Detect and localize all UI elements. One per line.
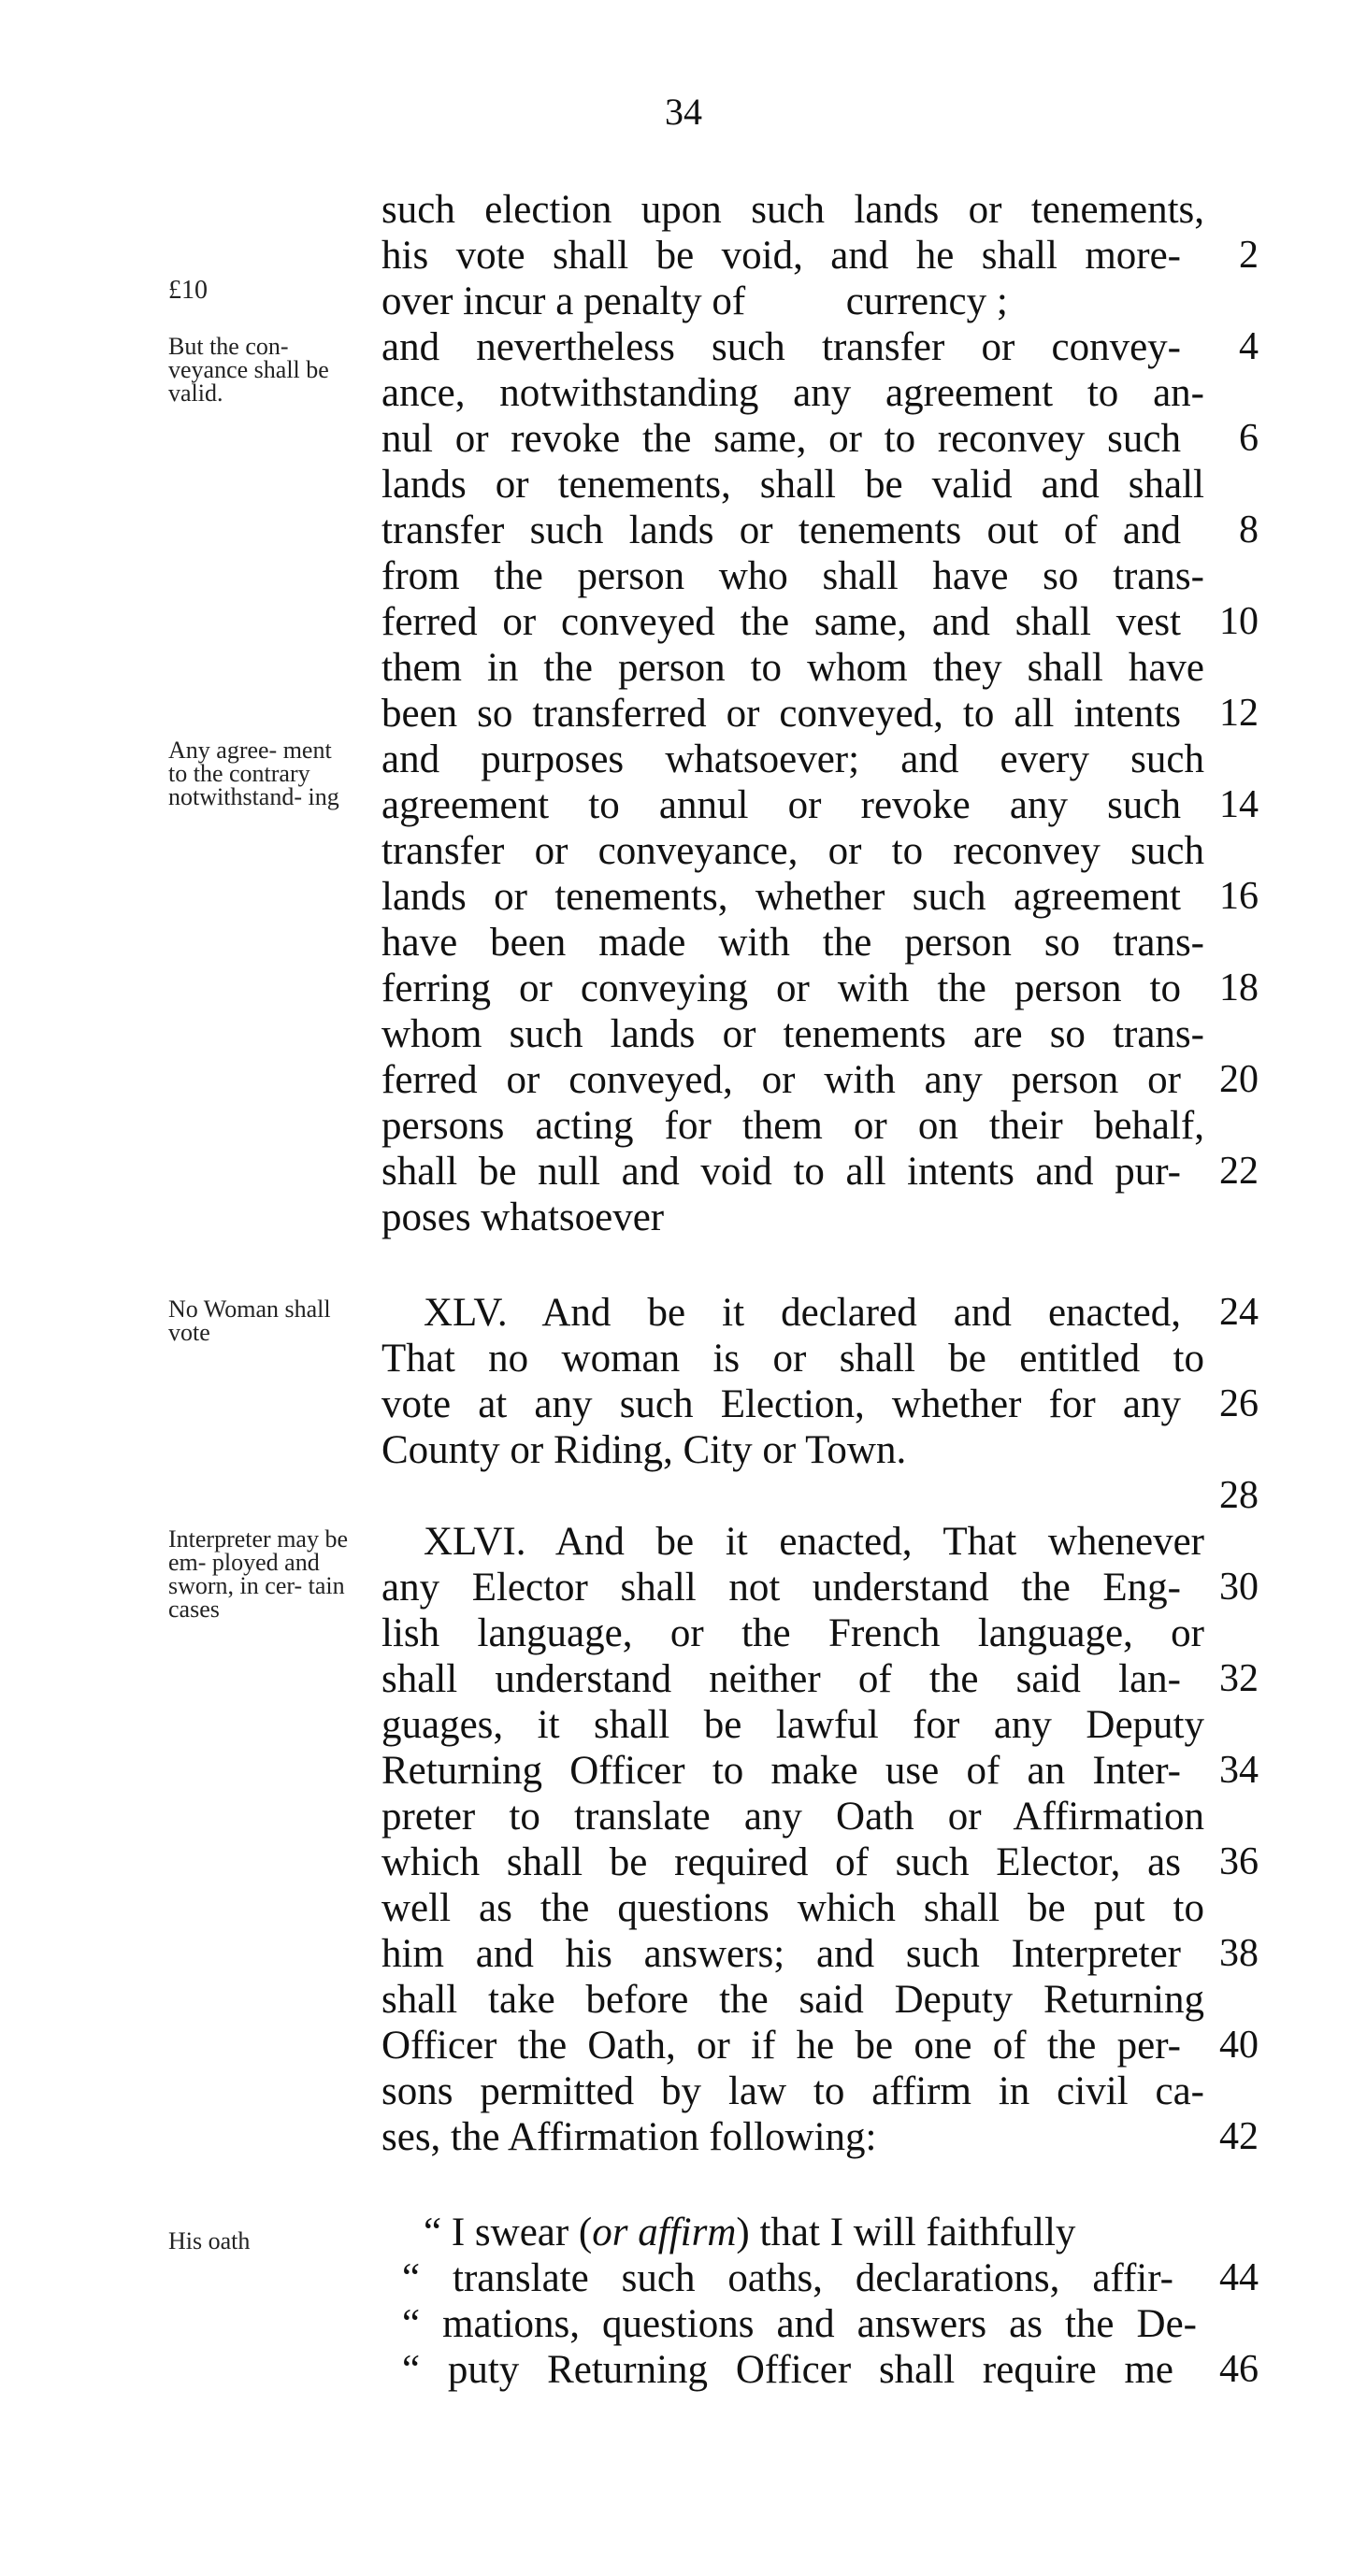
oath-line-3: “ mations, questions and answers as the De- bbox=[402, 2302, 1197, 2346]
oath-line-1-start: “ I swear ( bbox=[424, 2211, 593, 2254]
margin-note-interpreter: Interpreter may be em- ployed and sworn, in cer- tain cases bbox=[168, 1525, 349, 1623]
section-xlvi-line-6: Returning Officer to make use of an Inter- bbox=[381, 1749, 1181, 1793]
line-number: 32 bbox=[1219, 1657, 1259, 1700]
line-number: 20 bbox=[1219, 1058, 1259, 1101]
section-xlvi-line-11: shall take before the said Deputy Returning bbox=[381, 1978, 1204, 2022]
text-line-21: persons acting for them or on their behalf, bbox=[381, 1104, 1204, 1148]
line-number: 28 bbox=[1219, 1474, 1259, 1517]
section-xlvi-line-12: Officer the Oath, or if he be one of the per- bbox=[381, 2024, 1181, 2068]
line-number: 10 bbox=[1219, 600, 1259, 643]
oath-line-1-end: ) that I will faithfully bbox=[736, 2211, 1076, 2254]
text-line-10: ferred or conveyed the same, and shall vest bbox=[381, 600, 1181, 644]
section-xlvi-line-13: sons permitted by law to affirm in civil ca- bbox=[381, 2069, 1204, 2113]
text-line-16: lands or tenements, whether such agreement bbox=[381, 875, 1181, 919]
text-line-6: nul or revoke the same, or to reconvey such bbox=[381, 417, 1181, 461]
line-number: 18 bbox=[1219, 966, 1259, 1009]
line-number: 42 bbox=[1219, 2115, 1259, 2158]
text-line-5: ance, notwithstanding any agreement to an- bbox=[381, 371, 1204, 415]
line-number: 26 bbox=[1219, 1382, 1259, 1425]
text-line-13: and purposes whatsoever; and every such bbox=[381, 737, 1204, 781]
section-xlv-line-2: That no woman is or shall be entitled to bbox=[381, 1337, 1204, 1381]
section-xlv-line-3: vote at any such Election, whether for any bbox=[381, 1382, 1181, 1426]
text-line-14: agreement to annul or revoke any such bbox=[381, 783, 1181, 827]
margin-note-conveyance-valid: But the con- veyance shall be valid. bbox=[168, 333, 329, 407]
text-line-8: transfer such lands or tenements out of and bbox=[381, 508, 1181, 552]
line-number: 36 bbox=[1219, 1840, 1259, 1883]
line-number: 8 bbox=[1239, 508, 1259, 551]
text-line-12: been so transferred or conveyed, to all intents bbox=[381, 692, 1181, 736]
line-number: 24 bbox=[1219, 1291, 1259, 1334]
margin-note-penalty: £10 bbox=[168, 276, 208, 305]
margin-note-his-oath: His oath bbox=[168, 2227, 251, 2254]
line-number: 2 bbox=[1239, 234, 1259, 277]
line-number: 34 bbox=[1219, 1749, 1259, 1792]
section-xlv-line-4: County or Riding, City or Town. bbox=[381, 1428, 907, 1472]
section-xlvi-line-1: XLVI. And be it enacted, That whenever bbox=[424, 1520, 1204, 1564]
oath-line-1-italic: or affirm bbox=[592, 2211, 737, 2254]
text-line-7: lands or tenements, shall be valid and shall bbox=[381, 463, 1204, 507]
section-xlvi-line-4: shall understand neither of the said lan- bbox=[381, 1657, 1181, 1701]
section-xlvi-line-14: ses, the Affirmation following: bbox=[381, 2115, 877, 2159]
text-line-3: over incur a penalty of currency ; bbox=[381, 279, 1008, 323]
line-number: 4 bbox=[1239, 325, 1259, 368]
section-xlvi-line-2: any Elector shall not understand the Eng- bbox=[381, 1566, 1181, 1610]
line-number: 16 bbox=[1219, 875, 1259, 918]
text-line-22: shall be null and void to all intents and pur- bbox=[381, 1150, 1181, 1194]
text-line-19: whom such lands or tenements are so trans- bbox=[381, 1012, 1204, 1056]
section-xlvi-line-3: lish language, or the French language, or bbox=[381, 1611, 1204, 1655]
text-line-4: and nevertheless such transfer or convey- bbox=[381, 325, 1181, 369]
section-xlvi-line-7: preter to translate any Oath or Affirmation bbox=[381, 1795, 1204, 1839]
text-line-17: have been made with the person so trans- bbox=[381, 921, 1204, 965]
text-line-11: them in the person to whom they shall have bbox=[381, 646, 1204, 690]
text-line-15: transfer or conveyance, or to reconvey such bbox=[381, 829, 1204, 873]
line-number: 44 bbox=[1219, 2256, 1259, 2299]
section-xlvi-line-8: which shall be required of such Elector, as bbox=[381, 1840, 1181, 1884]
line-number: 40 bbox=[1219, 2024, 1259, 2067]
line-number: 30 bbox=[1219, 1566, 1259, 1609]
line-number: 22 bbox=[1219, 1150, 1259, 1193]
text-line-18: ferring or conveying or with the person to bbox=[381, 966, 1181, 1010]
oath-line-2: “ translate such oaths, declarations, affir- bbox=[402, 2256, 1173, 2300]
line-number: 14 bbox=[1219, 783, 1259, 826]
text-line-23: poses whatsoever bbox=[381, 1195, 665, 1239]
text-line-20: ferred or conveyed, or with any person or bbox=[381, 1058, 1181, 1102]
text-line-9: from the person who shall have so trans- bbox=[381, 554, 1204, 598]
section-xlvi-line-10: him and his answers; and such Interpreter bbox=[381, 1932, 1181, 1976]
line-number: 46 bbox=[1219, 2348, 1259, 2391]
line-number: 12 bbox=[1219, 692, 1259, 735]
text-line-1: such election upon such lands or tenements, bbox=[381, 188, 1204, 232]
oath-line-4: “ puty Returning Officer shall require me bbox=[402, 2348, 1173, 2392]
margin-note-no-woman-vote: No Woman shall vote bbox=[168, 1295, 331, 1346]
line-number: 38 bbox=[1219, 1932, 1259, 1975]
section-xlvi-line-5: guages, it shall be lawful for any Deputy bbox=[381, 1703, 1204, 1747]
section-xlvi-line-9: well as the questions which shall be put to bbox=[381, 1886, 1204, 1930]
line-number: 6 bbox=[1239, 417, 1259, 460]
page-number: 34 bbox=[665, 91, 702, 133]
margin-note-agreement-contrary: Any agree- ment to the contrary notwithstand- ing bbox=[168, 737, 339, 810]
text-line-2: his vote shall be void, and he shall more- bbox=[381, 234, 1181, 278]
oath-line-1 bbox=[424, 2210, 1204, 2255]
section-xlv-line-1: XLV. And be it declared and enacted, bbox=[424, 1291, 1181, 1335]
